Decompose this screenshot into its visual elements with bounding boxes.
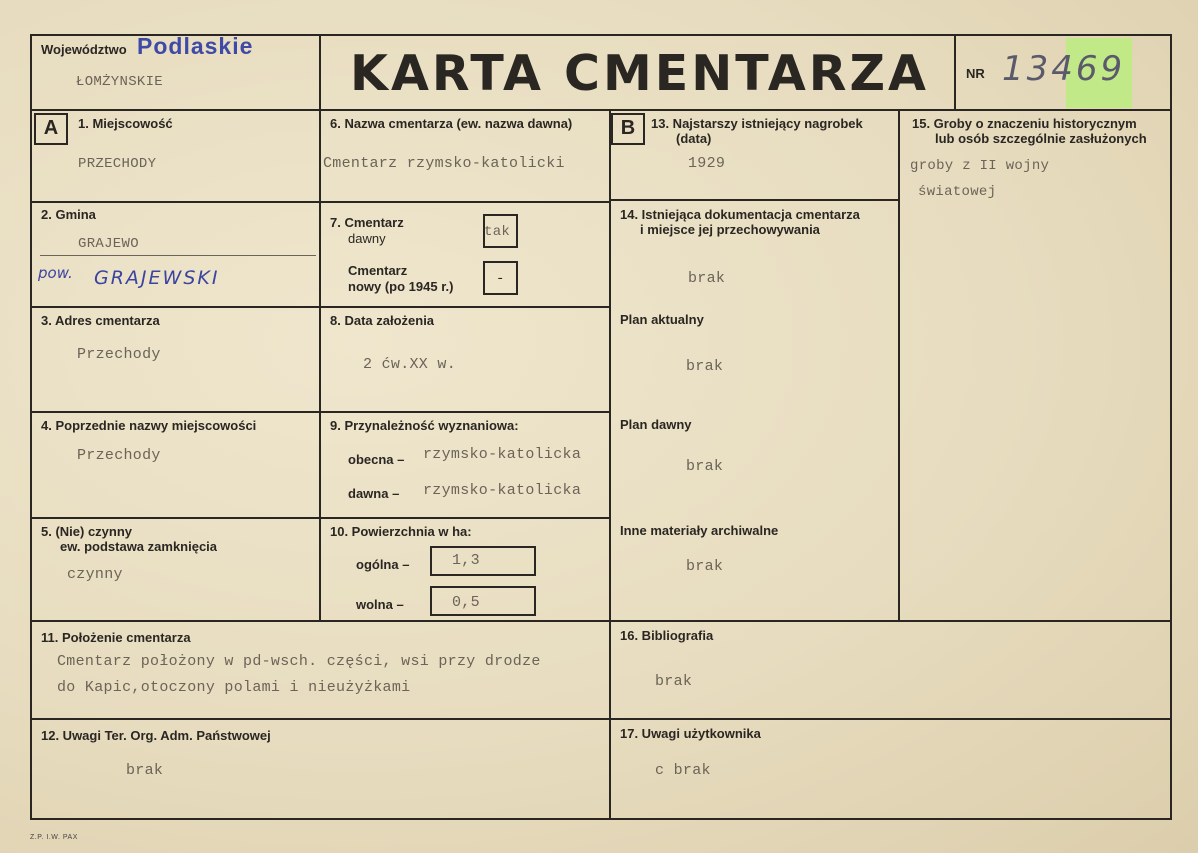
header-divider (30, 109, 1172, 111)
f6-label: 6. Nazwa cmentarza (ew. nazwa dawna) (330, 116, 573, 131)
col-divider-1 (319, 109, 321, 621)
f15-label-line2: lub osób szczególnie zasłużonych (935, 131, 1147, 146)
header-col1 (319, 34, 321, 111)
plan-aktualny-label: Plan aktualny (620, 312, 704, 327)
f15-label-line1: 15. Groby o znaczeniu historycznym (912, 116, 1137, 131)
f9-dawna-value: rzymsko-katolicka (423, 482, 582, 499)
frame-left (30, 34, 32, 820)
f13-label-line1: 13. Najstarszy istniejący nagrobek (651, 116, 863, 131)
f10-ogolna-box (430, 546, 536, 576)
row-full-1 (30, 620, 1172, 622)
f8-value: 2 ćw.XX w. (363, 356, 457, 373)
f1-label: 1. Miejscowość (78, 116, 173, 131)
wojewodztwo-label: Województwo (41, 42, 127, 57)
f3-label: 3. Adres cmentarza (41, 313, 160, 328)
f11-line2: do Kapic,otoczony polami i nieużyżkami (57, 679, 411, 696)
f11-line1: Cmentarz położony w pd-wsch. części, wsi przy drodze (57, 653, 541, 670)
f6-value: Cmentarz rzymsko-katolicki (323, 155, 565, 172)
f9-dawna-label: dawna – (348, 486, 400, 501)
f1-value: PRZECHODY (78, 156, 157, 172)
section-b-tag: B (611, 113, 645, 145)
f9-obecna-label: obecna – (348, 452, 405, 467)
row-a-1 (30, 201, 611, 203)
f12-label: 12. Uwagi Ter. Org. Adm. Państwowej (41, 728, 271, 743)
col-divider-3 (898, 109, 900, 621)
f10-wolna-label: wolna – (356, 597, 404, 612)
f12-value: brak (126, 762, 164, 779)
f7-label-line2: dawny (348, 231, 386, 246)
f10-wolna-value: 0,5 (452, 594, 480, 611)
f2-label: 2. Gmina (41, 207, 96, 222)
nr-value: 13469 (1002, 49, 1126, 89)
f7-nowy-value: - (496, 271, 505, 287)
f11-label: 11. Położenie cmentarza (41, 630, 191, 645)
f5-value: czynny (67, 566, 123, 583)
f13-value: 1929 (688, 155, 726, 172)
header-col2 (954, 34, 956, 111)
f9-obecna-value: rzymsko-katolicka (423, 446, 582, 463)
row-full-2 (30, 718, 1172, 720)
f8-label: 8. Data założenia (330, 313, 435, 328)
page-title: KARTA CMENTARZA (350, 45, 929, 102)
f5-label-line1: 5. (Nie) czynny (41, 524, 133, 539)
inne-value: brak (686, 558, 724, 575)
f2-pow-prefix: pow. (38, 264, 73, 282)
f15-line2: światowej (918, 184, 997, 200)
nr-label: NR (966, 66, 985, 81)
f3-value: Przechody (77, 346, 161, 363)
f10-wolna-box (430, 586, 536, 616)
gmina-underline (40, 255, 316, 256)
f14-label-line1: 14. Istniejąca dokumentacja cmentarza (620, 207, 860, 222)
f7-nowy-line1: Cmentarz (348, 263, 408, 278)
col-divider-2 (609, 109, 611, 820)
f7-label-line1: 7. Cmentarz (330, 215, 404, 230)
row-a-2 (30, 306, 611, 308)
f13-label-line2: (data) (676, 131, 712, 146)
plan-aktualny-value: brak (686, 358, 724, 375)
section-a-tag: A (34, 113, 68, 145)
wojewodztwo-typed: ŁOMŻYNSKIE (76, 74, 164, 90)
f15-line1: groby z II wojny (910, 158, 1050, 174)
print-mark: Z.P. I.W. PAX (30, 834, 78, 841)
plan-dawny-label: Plan dawny (620, 417, 692, 432)
f7-dawny-value: tak (484, 224, 511, 240)
f17-value: c brak (655, 762, 711, 779)
f10-ogolna-value: 1,3 (452, 552, 480, 569)
frame-right (1170, 34, 1172, 820)
frame-bottom (30, 818, 1172, 820)
f9-label: 9. Przynależność wyznaniowa: (330, 418, 519, 433)
row-a-4 (30, 517, 611, 519)
f4-label: 4. Poprzednie nazwy miejscowości (41, 418, 257, 433)
row-b-1 (609, 199, 900, 201)
f14-value: brak (688, 270, 726, 287)
f17-label: 17. Uwagi użytkownika (620, 726, 761, 741)
f16-label: 16. Bibliografia (620, 628, 714, 643)
f2-value: GRAJEWO (78, 236, 139, 252)
wojewodztwo-stamp: Podlaskie (137, 33, 254, 59)
f2-pow-value: GRAJEWSKI (94, 267, 220, 289)
row-a-3 (30, 411, 611, 413)
inne-label: Inne materiały archiwalne (620, 523, 779, 538)
f16-value: brak (655, 673, 693, 690)
f4-value: Przechody (77, 447, 161, 464)
f14-label-line2: i miejsce jej przechowywania (640, 222, 820, 237)
plan-dawny-value: brak (686, 458, 724, 475)
f10-label: 10. Powierzchnia w ha: (330, 524, 472, 539)
f7-nowy-line2: nowy (po 1945 r.) (348, 279, 454, 294)
f10-ogolna-label: ogólna – (356, 557, 410, 572)
f5-label-line2: ew. podstawa zamknięcia (60, 539, 218, 554)
